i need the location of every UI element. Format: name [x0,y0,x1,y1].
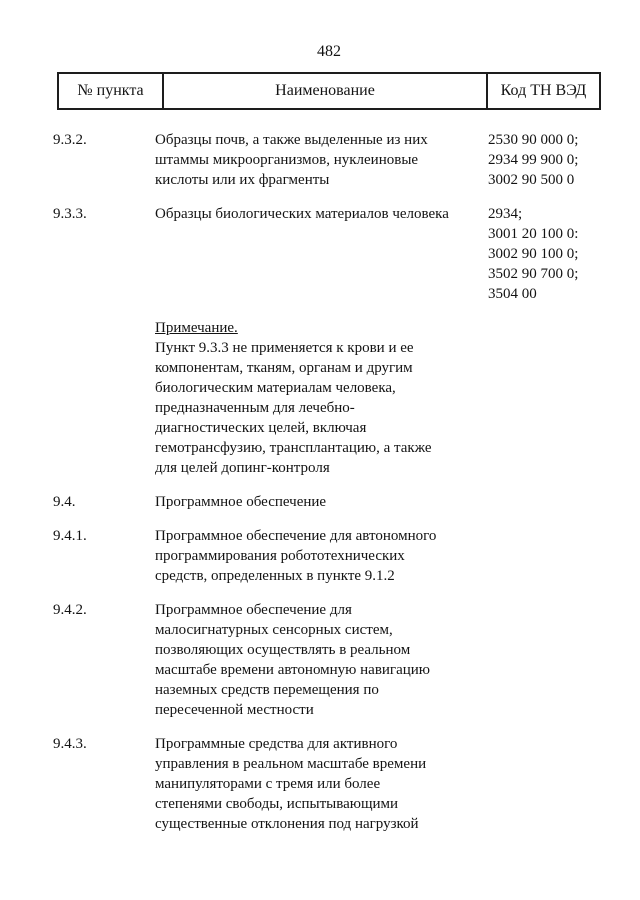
col-header-code: Код ТН ВЭД [500,82,587,99]
table-row [53,130,640,190]
note-line: биологическим материалам человека, [155,380,396,396]
note-line: диагностических целей, включая [155,420,367,436]
row-name-line: степенями свободы, испытывающими [155,796,399,812]
row-name [155,526,488,586]
note-line: компонентам, тканям, органам и другим [155,360,413,376]
row-name-line: средств, определенных в пункте 9.1.2 [155,568,395,584]
row-name-line: кислоты или их фрагменты [155,172,330,188]
table-body [0,110,640,834]
row-code: 3502 90 700 0; [488,266,579,282]
row-code: 2530 90 000 0; [488,132,579,148]
table-header [57,72,601,110]
table-row [53,600,640,720]
row-name-line: Программное обеспечение для автономного [155,528,437,544]
row-codes [488,130,578,190]
note-line: гемотрансфузию, трансплантацию, а также [155,440,432,456]
row-name [155,492,488,512]
row-number: 9.3.3. [53,206,87,222]
row-name [155,734,488,834]
row-name-line: пересеченной местности [155,702,314,718]
row-code: 3002 90 100 0; [488,246,579,262]
row-name-line: малосигнатурных сенсорных систем, [155,622,393,638]
row-name-line: существенные отклонения под нагрузкой [155,816,419,832]
row-number: 9.4.2. [53,602,87,618]
row-name-line: управления в реальном масштабе времени [155,756,427,772]
row-code: 2934 99 900 0; [488,152,579,168]
note-heading: Примечание. [155,320,238,336]
row-name-line: Образцы биологических материалов человека [155,206,449,222]
row-name-line: штаммы микроорганизмов, нуклеиновые [155,152,419,168]
note-line: для целей допинг-контроля [155,460,330,476]
table-row [53,526,640,586]
table-row [53,734,640,834]
row-code: 2934; [488,206,523,222]
row-name [155,130,488,190]
row-name-line: Программные средства для активного [155,736,398,752]
note-line: Пункт 9.3.3 не применяется к крови и ее [155,340,414,356]
row-name-line: масштабе времени автономную навигацию [155,662,430,678]
row-name-line: Программное обеспечение для [155,602,352,618]
row-number: 9.3.2. [53,132,87,148]
row-code: 3504 00 [488,286,537,302]
row-number: 9.4.1. [53,528,87,544]
row-name-line: программирования робототехнических [155,548,405,564]
row-name-line: наземных средств перемещения по [155,682,379,698]
row-number: 9.4.3. [53,736,87,752]
row-codes [488,204,578,304]
col-header-name: Наименование [162,74,488,108]
note-line: предназначенным для лечебно- [155,400,355,416]
row-name-line: Программное обеспечение [155,494,327,510]
row-name-line: манипуляторами с тремя или более [155,776,381,792]
row-name [155,204,488,304]
row-number: 9.4. [53,494,76,510]
col-header-num: № пункта [77,82,144,99]
row-name [155,600,488,720]
table-row [53,492,640,512]
row-name-line: Образцы почв, а также выделенные из них [155,132,428,148]
page-number: 482 [317,43,341,60]
row-code: 3001 20 100 0: [488,226,579,242]
row-code: 3002 90 500 0 [488,172,575,188]
row-name-line: позволяющих осуществлять в реальном [155,642,411,658]
note-block [155,318,500,478]
table-row [53,204,640,304]
